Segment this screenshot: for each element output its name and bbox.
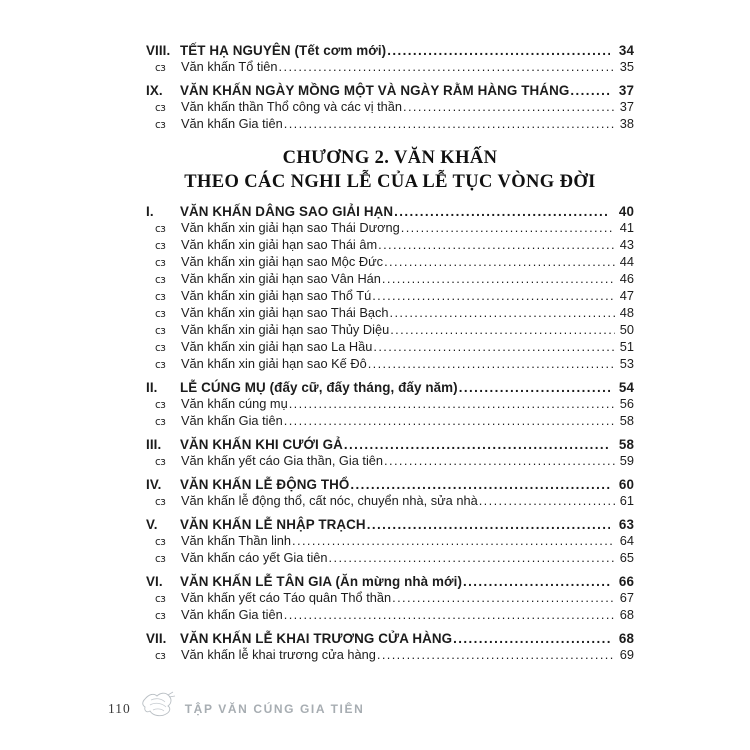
toc-chapter2-entries	[146, 203, 634, 664]
entry-page-number: 37	[618, 83, 634, 98]
sub-entry-bullet-icon: cɜ	[155, 257, 166, 269]
toc-sub-row	[146, 339, 634, 356]
dot-leader	[292, 533, 615, 549]
entry-page-number: 51	[619, 339, 634, 354]
dot-leader	[284, 116, 615, 132]
section-numeral: VIII.	[146, 43, 171, 58]
entry-title: Văn khấn Tổ tiên	[181, 59, 278, 74]
toc-section-row	[146, 476, 634, 493]
toc-section-row	[146, 42, 634, 59]
entry-page-number: 38	[619, 116, 634, 131]
entry-title: Văn khấn xin giải hạn sao La Hầu	[181, 339, 373, 354]
entry-page-number: 35	[619, 59, 634, 74]
entry-page-number: 34	[618, 43, 634, 58]
sub-entry-bullet-icon: cɜ	[155, 342, 166, 354]
toc-sub-row	[146, 493, 634, 510]
entry-title: Văn khấn xin giải hạn sao Thổ Tú	[181, 288, 372, 303]
dot-leader	[453, 630, 610, 647]
sub-entry-bullet-icon: cɜ	[155, 496, 166, 508]
sub-entry-bullet-icon: cɜ	[155, 650, 166, 662]
section-numeral: VI.	[146, 574, 163, 589]
toc-sub-row	[146, 533, 634, 550]
sub-entry-bullet-icon: cɜ	[155, 593, 166, 605]
dot-leader	[390, 305, 616, 321]
entry-page-number: 40	[618, 204, 634, 219]
entry-title: Văn khấn thần Thổ công và các vị thần	[181, 99, 403, 114]
toc-sub-row	[146, 305, 634, 322]
entry-page-number: 58	[619, 413, 634, 428]
sub-entry-bullet-icon: cɜ	[155, 359, 166, 371]
entry-page-number: 69	[619, 647, 634, 662]
sub-entry-bullet-icon: cɜ	[155, 399, 166, 411]
table-of-contents	[146, 36, 634, 664]
dot-leader	[284, 413, 615, 429]
sub-entry-bullet-icon: cɜ	[155, 223, 166, 235]
entry-page-number: 37	[619, 99, 634, 114]
entry-title: LỄ CÚNG MỤ (đấy cữ, đấy tháng, đấy năm)	[180, 380, 458, 395]
toc-section-row	[146, 573, 634, 590]
section-numeral: III.	[146, 437, 162, 452]
entry-title: Văn khấn xin giải hạn sao Thái Bạch	[181, 305, 389, 320]
dot-leader	[479, 493, 615, 509]
toc-section-row	[146, 516, 634, 533]
entry-page-number: 46	[619, 271, 634, 286]
toc-sub-row	[146, 99, 634, 116]
toc-section-row	[146, 436, 634, 453]
section-numeral: I.	[146, 204, 154, 219]
section-numeral: IX.	[146, 83, 163, 98]
sub-entry-bullet-icon: cɜ	[155, 102, 166, 114]
toc-sub-row	[146, 590, 634, 607]
toc-top-entries	[146, 42, 634, 133]
sub-entry-bullet-icon: cɜ	[155, 325, 166, 337]
entry-title: VĂN KHẤN LỄ ĐỘNG THỔ	[180, 477, 350, 492]
folio-page-number: 110	[108, 701, 131, 716]
entry-page-number: 60	[618, 477, 634, 492]
entry-title: Văn khấn cúng mụ	[181, 396, 288, 411]
toc-sub-row	[146, 220, 634, 237]
entry-title: VĂN KHẤN LỄ TÂN GIA (Ăn mừng nhà mới)	[180, 574, 463, 589]
entry-page-number: 68	[618, 631, 634, 646]
toc-section-row	[146, 82, 634, 99]
dot-leader	[377, 647, 615, 663]
dot-leader	[382, 271, 615, 287]
chapter-heading-line2: THEO CÁC NGHI LỄ CỦA LỄ TỤC VÒNG ĐỜI	[184, 172, 596, 192]
dot-leader	[403, 99, 615, 115]
dot-leader	[384, 453, 615, 469]
entry-page-number: 54	[618, 380, 634, 395]
entry-page-number: 44	[619, 254, 634, 269]
entry-page-number: 63	[618, 517, 634, 532]
section-numeral: II.	[146, 380, 158, 395]
dot-leader	[344, 436, 610, 453]
dot-leader	[401, 220, 615, 236]
dot-leader	[368, 356, 615, 372]
entry-title: Văn khấn xin giải hạn sao Kế Đô	[181, 356, 367, 371]
dot-leader	[463, 573, 610, 590]
sub-entry-bullet-icon: cɜ	[155, 553, 166, 565]
entry-title: VĂN KHẤN NGÀY MỒNG MỘT VÀ NGÀY RẰM HÀNG THÁNG	[180, 83, 570, 98]
toc-sub-row	[146, 647, 634, 664]
entry-title: TẾT HẠ NGUYÊN (Tết cơm mới)	[180, 43, 387, 58]
section-numeral: IV.	[146, 477, 162, 492]
entry-title: VĂN KHẤN KHI CƯỚI GẢ	[180, 437, 343, 452]
toc-sub-row	[146, 271, 634, 288]
entry-page-number: 56	[619, 396, 634, 411]
entry-title: Văn khấn cáo yết Gia tiên	[181, 550, 328, 565]
entry-page-number: 47	[619, 288, 634, 303]
toc-sub-row	[146, 254, 634, 271]
toc-section-row	[146, 379, 634, 396]
chapter-heading-line1: CHƯƠNG 2. VĂN KHẤN	[282, 148, 498, 168]
toc-sub-row	[146, 550, 634, 567]
entry-page-number: 68	[619, 607, 634, 622]
sub-entry-bullet-icon: cɜ	[155, 308, 166, 320]
entry-page-number: 67	[619, 590, 634, 605]
entry-page-number: 59	[619, 453, 634, 468]
chapter-heading	[146, 146, 634, 194]
sub-entry-bullet-icon: cɜ	[155, 610, 166, 622]
toc-section-row	[146, 203, 634, 220]
dot-leader	[350, 476, 610, 493]
toc-sub-row	[146, 288, 634, 305]
sub-entry-bullet-icon: cɜ	[155, 456, 166, 468]
dot-leader	[279, 59, 615, 75]
dot-leader	[373, 339, 615, 355]
dot-leader	[392, 590, 615, 606]
dot-leader	[384, 254, 615, 270]
sub-entry-bullet-icon: cɜ	[155, 62, 166, 74]
dot-leader	[390, 322, 615, 338]
publisher-ornament-icon	[139, 690, 177, 720]
entry-title: Văn khấn xin giải hạn sao Thái âm	[181, 237, 378, 252]
section-numeral: V.	[146, 517, 158, 532]
toc-sub-row	[146, 453, 634, 470]
toc-sub-row	[146, 413, 634, 430]
entry-title: Văn khấn Thần linh	[181, 533, 292, 548]
toc-sub-row	[146, 116, 634, 133]
entry-page-number: 65	[619, 550, 634, 565]
entry-page-number: 64	[619, 533, 634, 548]
sub-entry-bullet-icon: cɜ	[155, 536, 166, 548]
dot-leader	[459, 379, 610, 396]
dot-leader	[387, 42, 610, 59]
sub-entry-bullet-icon: cɜ	[155, 274, 166, 286]
section-numeral: VII.	[146, 631, 167, 646]
sub-entry-bullet-icon: cɜ	[155, 416, 166, 428]
entry-page-number: 53	[619, 356, 634, 371]
dot-leader	[367, 516, 610, 533]
sub-entry-bullet-icon: cɜ	[155, 291, 166, 303]
entry-title: Văn khấn Gia tiên	[181, 413, 283, 428]
dot-leader	[284, 607, 615, 623]
entry-page-number: 61	[619, 493, 634, 508]
page-footer	[108, 698, 364, 720]
entry-title: Văn khấn xin giải hạn sao Thủy Diệu	[181, 322, 390, 337]
entry-page-number: 58	[618, 437, 634, 452]
footer-book-title: TẬP VĂN CÚNG GIA TIÊN	[184, 702, 365, 716]
entry-page-number: 43	[619, 237, 634, 252]
toc-sub-row	[146, 237, 634, 254]
toc-sub-row	[146, 396, 634, 413]
dot-leader	[394, 203, 610, 220]
entry-title: VĂN KHẤN LỄ KHAI TRƯƠNG CỬA HÀNG	[180, 631, 453, 646]
entry-title: Văn khấn lễ động thổ, cất nóc, chuyển nhà, sửa nhà	[181, 493, 478, 508]
entry-title: Văn khấn yết cáo Gia thần, Gia tiên	[181, 453, 384, 468]
toc-sub-row	[146, 607, 634, 624]
entry-title: Văn khấn Gia tiên	[181, 116, 283, 131]
toc-sub-row	[146, 322, 634, 339]
entry-title: Văn khấn yết cáo Táo quân Thổ thần	[181, 590, 392, 605]
dot-leader	[378, 237, 615, 253]
dot-leader	[329, 550, 615, 566]
toc-sub-row	[146, 59, 634, 76]
dot-leader	[570, 82, 610, 99]
entry-title: Văn khấn xin giải hạn sao Mộc Đức	[181, 254, 384, 269]
entry-title: VĂN KHẤN LỄ NHẬP TRẠCH	[180, 517, 366, 532]
entry-title: Văn khấn xin giải hạn sao Vân Hán	[181, 271, 381, 286]
dot-leader	[372, 288, 615, 304]
toc-section-row	[146, 630, 634, 647]
entry-title: Văn khấn xin giải hạn sao Thái Dương	[181, 220, 400, 235]
entry-title: Văn khấn Gia tiên	[181, 607, 283, 622]
toc-sub-row	[146, 356, 634, 373]
sub-entry-bullet-icon: cɜ	[155, 119, 166, 131]
entry-page-number: 41	[619, 220, 634, 235]
entry-title: VĂN KHẤN DÂNG SAO GIẢI HẠN	[180, 204, 394, 219]
entry-page-number: 66	[618, 574, 634, 589]
entry-title: Văn khấn lễ khai trương cửa hàng	[181, 647, 376, 662]
dot-leader	[289, 396, 615, 412]
sub-entry-bullet-icon: cɜ	[155, 240, 166, 252]
entry-page-number: 48	[619, 305, 634, 320]
entry-page-number: 50	[619, 322, 634, 337]
